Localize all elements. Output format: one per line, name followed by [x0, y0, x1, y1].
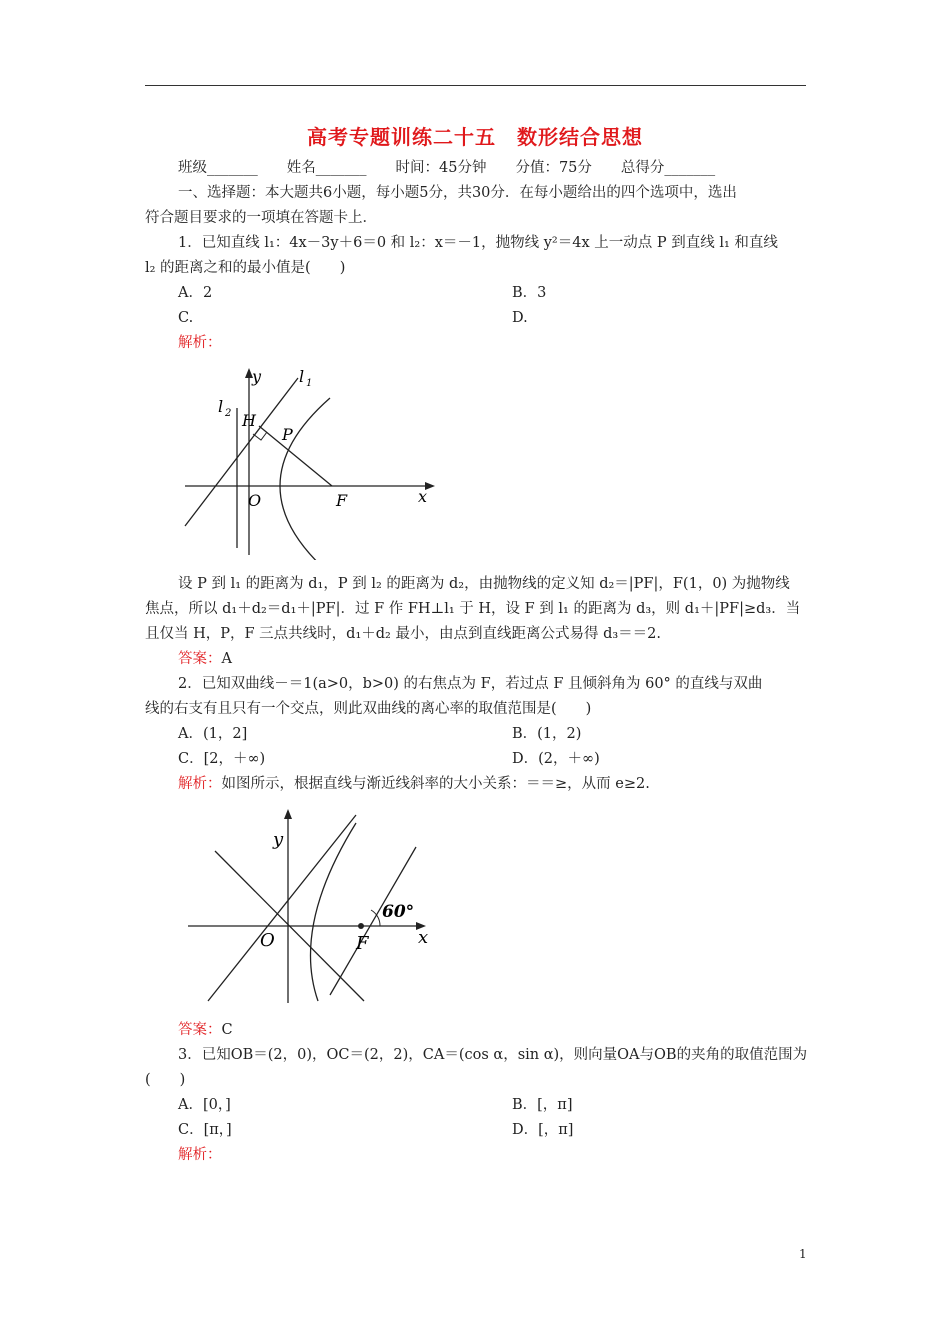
header-rule: [145, 85, 806, 86]
q1-option-a: A．2: [178, 285, 213, 301]
q2-y-arrow: [284, 809, 292, 819]
q1-label-o: O: [248, 491, 262, 510]
q2-focus-point: [358, 923, 364, 929]
student-info-line: 班级_______ 姓名_______ 时间：45分钟 分值：75分 总得分_______: [178, 160, 716, 176]
q2-stem-line-1: 2．已知双曲线－＝1(a>0，b>0) 的右焦点为 F，若过点 F 且倾斜角为 60° 的直线与双曲: [178, 676, 763, 692]
q1-option-c: C.: [178, 310, 194, 326]
q2-answer-label: 答案：: [178, 1022, 222, 1038]
section-intro-line-1: 一、选择题：本大题共6小题，每小题5分，共30分．在每小题给出的四个选项中，选出: [178, 185, 737, 201]
page-number: 1: [799, 1247, 807, 1261]
q1-solution-line-2: 焦点，所以 d₁＋d₂＝d₁＋|PF|．过 F 作 FH⊥l₁ 于 H，设 F 到 l₁ 的距离为 d₃，则 d₁＋|PF|≥d₃．当: [145, 601, 801, 617]
q2-option-d: D．(2，＋∞): [512, 751, 600, 767]
q3-analysis-label: 解析：: [178, 1147, 222, 1163]
q1-stem-line-2: l₂ 的距离之和的最小值是( ): [145, 260, 346, 276]
q1-solution-line-1: 设 P 到 l₁ 的距离为 d₁，P 到 l₂ 的距离为 d₂，由抛物线的定义知 d₂＝|PF|，F(1，0) 为抛物线: [178, 576, 790, 592]
q1-answer-value: A: [221, 651, 232, 667]
q1-parabola-figure: [180, 360, 440, 560]
q2-label-f: F: [356, 933, 369, 954]
q2-analysis: [178, 775, 650, 793]
q3-option-a: A．[0，]: [178, 1097, 231, 1113]
q1-label-l1-sub: 1: [306, 378, 313, 389]
q3-option-c: C．[π，]: [178, 1122, 232, 1138]
q3-option-b: B．[，π]: [512, 1097, 573, 1113]
q2-answer: [178, 1021, 233, 1039]
q1-answer-label: 答案：: [178, 651, 222, 667]
q2-option-a: A．(1，2]: [178, 726, 248, 742]
q3-stem-line-1: 3．已知OB＝(2，0)，OC＝(2，2)，CA＝(cos α，sin α)，则向量OA与OB的夹角的取值范围为: [178, 1047, 808, 1063]
q2-label-y: y: [273, 829, 284, 850]
q1-solution-line-3: 且仅当 H，P，F 三点共线时，d₁＋d₂ 最小，由点到直线距离公式易得 d₃＝＝2.: [145, 626, 662, 642]
q1-option-b: B．3: [512, 285, 547, 301]
q1-line-l1: [185, 378, 298, 526]
page-title: 高考专题训练二十五 数形结合思想: [307, 125, 643, 149]
q2-label-o: O: [260, 930, 275, 951]
q3-option-d: D．[，π]: [512, 1122, 574, 1138]
q1-label-p: P: [282, 425, 293, 444]
q1-analysis-label: 解析：: [178, 335, 222, 351]
q1-label-l1: l: [299, 367, 305, 386]
q2-analysis-text: 如图所示，根据直线与渐近线斜率的大小关系：＝＝≥，从而 e≥2.: [221, 776, 650, 792]
q1-stem-line-1: 1．已知直线 l₁：4x－3y＋6＝0 和 l₂：x＝－1，抛物线 y²＝4x 上一动点 P 到直线 l₁ 和直线: [178, 235, 778, 251]
q1-option-d: D.: [512, 310, 528, 326]
q1-label-h: H: [242, 411, 256, 430]
q2-hyperbola-branch: [310, 823, 356, 1001]
q1-label-f: F: [336, 491, 348, 510]
q2-stem-line-2: 线的右支有且只有一个交点，则此双曲线的离心率的取值范围是( ): [145, 701, 592, 717]
q1-label-l2: l: [218, 397, 224, 416]
q3-stem-line-2: ( ): [145, 1072, 186, 1088]
q1-label-l2-sub: 2: [225, 408, 232, 419]
section-intro-line-2: 符合题目要求的一项填在答题卡上．: [145, 210, 377, 226]
q1-segment-fh: [259, 426, 332, 486]
q2-option-b: B．(1，2): [512, 726, 582, 742]
q2-label-angle: 60°: [382, 902, 415, 922]
q2-label-x: x: [418, 927, 429, 948]
q2-option-c: C．[2，＋∞): [178, 751, 266, 767]
q1-label-y: y: [252, 367, 262, 386]
q2-hyperbola-figure: [180, 805, 440, 1010]
q2-analysis-label: 解析：: [178, 776, 222, 792]
q1-label-x: x: [418, 487, 428, 506]
q2-answer-value: C: [221, 1022, 233, 1038]
q1-answer: [178, 650, 232, 668]
